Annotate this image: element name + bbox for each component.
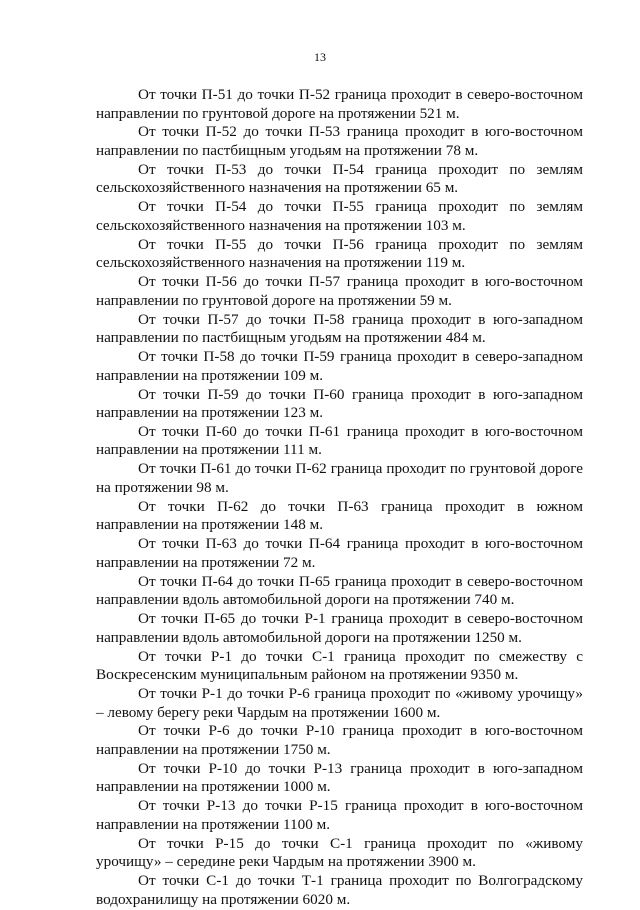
boundary-paragraph: От точки П-63 до точки П-64 граница проходит в юго-восточном направлении на протяжении 72 м. <box>96 535 583 571</box>
boundary-paragraph: От точки П-57 до точки П-58 граница проходит в юго-западном направлении по пастбищным угодьям на протяжении 484 м. <box>96 310 583 347</box>
boundary-paragraph: От точки П-64 до точки П-65 граница проходит в северо-восточном направлении вдоль автомобильной дороги на протяжении 740 м. <box>96 572 583 609</box>
boundary-paragraph: От точки П-55 до точки П-56 граница проходит по землям сельскохозяйственного назначения на протяжении 119 м. <box>96 235 583 272</box>
boundary-paragraph: От точки П-56 до точки П-57 граница проходит в юго-восточном направлении по грунтовой дороге на протяжении 59 м. <box>96 273 583 309</box>
boundary-paragraph: От точки П-65 до точки Р-1 граница проходит в северо-восточном направлении вдоль автомобильной дороги на протяжении 1250 м. <box>96 610 583 646</box>
boundary-paragraph: От точки П-58 до точки П-59 граница проходит в северо-западном направлении на протяжении 109 м. <box>96 348 583 384</box>
boundary-paragraph: От точки П-52 до точки П-53 граница проходит в юго-восточном направлении по пастбищным угодьям на протяжении 78 м. <box>96 123 583 159</box>
boundary-paragraph: От точки П-62 до точки П-63 граница проходит в южном направлении на протяжении 148 м. <box>96 497 583 534</box>
boundary-paragraph: От точки Р-13 до точки Р-15 граница проходит в юго-восточном направлении на протяжении 1100 м. <box>96 797 583 833</box>
boundary-paragraph: От точки П-61 до точки П-62 граница проходит по грунтовой дороге на протяжении 98 м. <box>96 460 583 496</box>
boundary-paragraph: От точки П-59 до точки П-60 граница проходит в юго-западном направлении на протяжении 123 м. <box>96 385 583 421</box>
boundary-paragraph: От точки Р-1 до точки Р-6 граница проходит по «живому урочищу» – левому берегу реки Чардым на протяжении 1600 м. <box>96 685 583 721</box>
boundary-paragraph: От точки С-1 до точки Т-1 граница проходит по Волгоградскому водохранилищу на протяжении 6020 м. <box>96 872 583 908</box>
boundary-paragraph: От точки П-53 до точки П-54 граница проходит по землям сельскохозяйственного назначения на протяжении 65 м. <box>96 160 583 197</box>
boundary-paragraph: От точки Р-1 до точки С-1 граница проходит по смежеству с Воскресенским муниципальным районом на протяжении 9350 м. <box>96 647 583 684</box>
boundary-paragraph: От точки П-54 до точки П-55 граница проходит по землям сельскохозяйственного назначения на протяжении 103 м. <box>96 198 583 234</box>
document-body <box>96 86 583 910</box>
boundary-paragraph: От точки Р-15 до точки С-1 граница проходит по «живому урочищу» – середине реки Чардым на протяжении 3900 м. <box>96 834 583 871</box>
boundary-paragraph: От точки П-51 до точки П-52 граница проходит в северо-восточном направлении по грунтовой дороге на протяжении 521 м. <box>96 86 583 122</box>
boundary-paragraph: От точки Р-10 до точки Р-13 граница проходит в юго-западном направлении на протяжении 1000 м. <box>96 759 583 796</box>
boundary-paragraph: От точки П-60 до точки П-61 граница проходит в юго-восточном направлении на протяжении 111 м. <box>96 422 583 459</box>
boundary-paragraph: От точки Р-6 до точки Р-10 граница проходит в юго-восточном направлении на протяжении 1750 м. <box>96 722 583 758</box>
page-number: 13 <box>314 50 326 64</box>
